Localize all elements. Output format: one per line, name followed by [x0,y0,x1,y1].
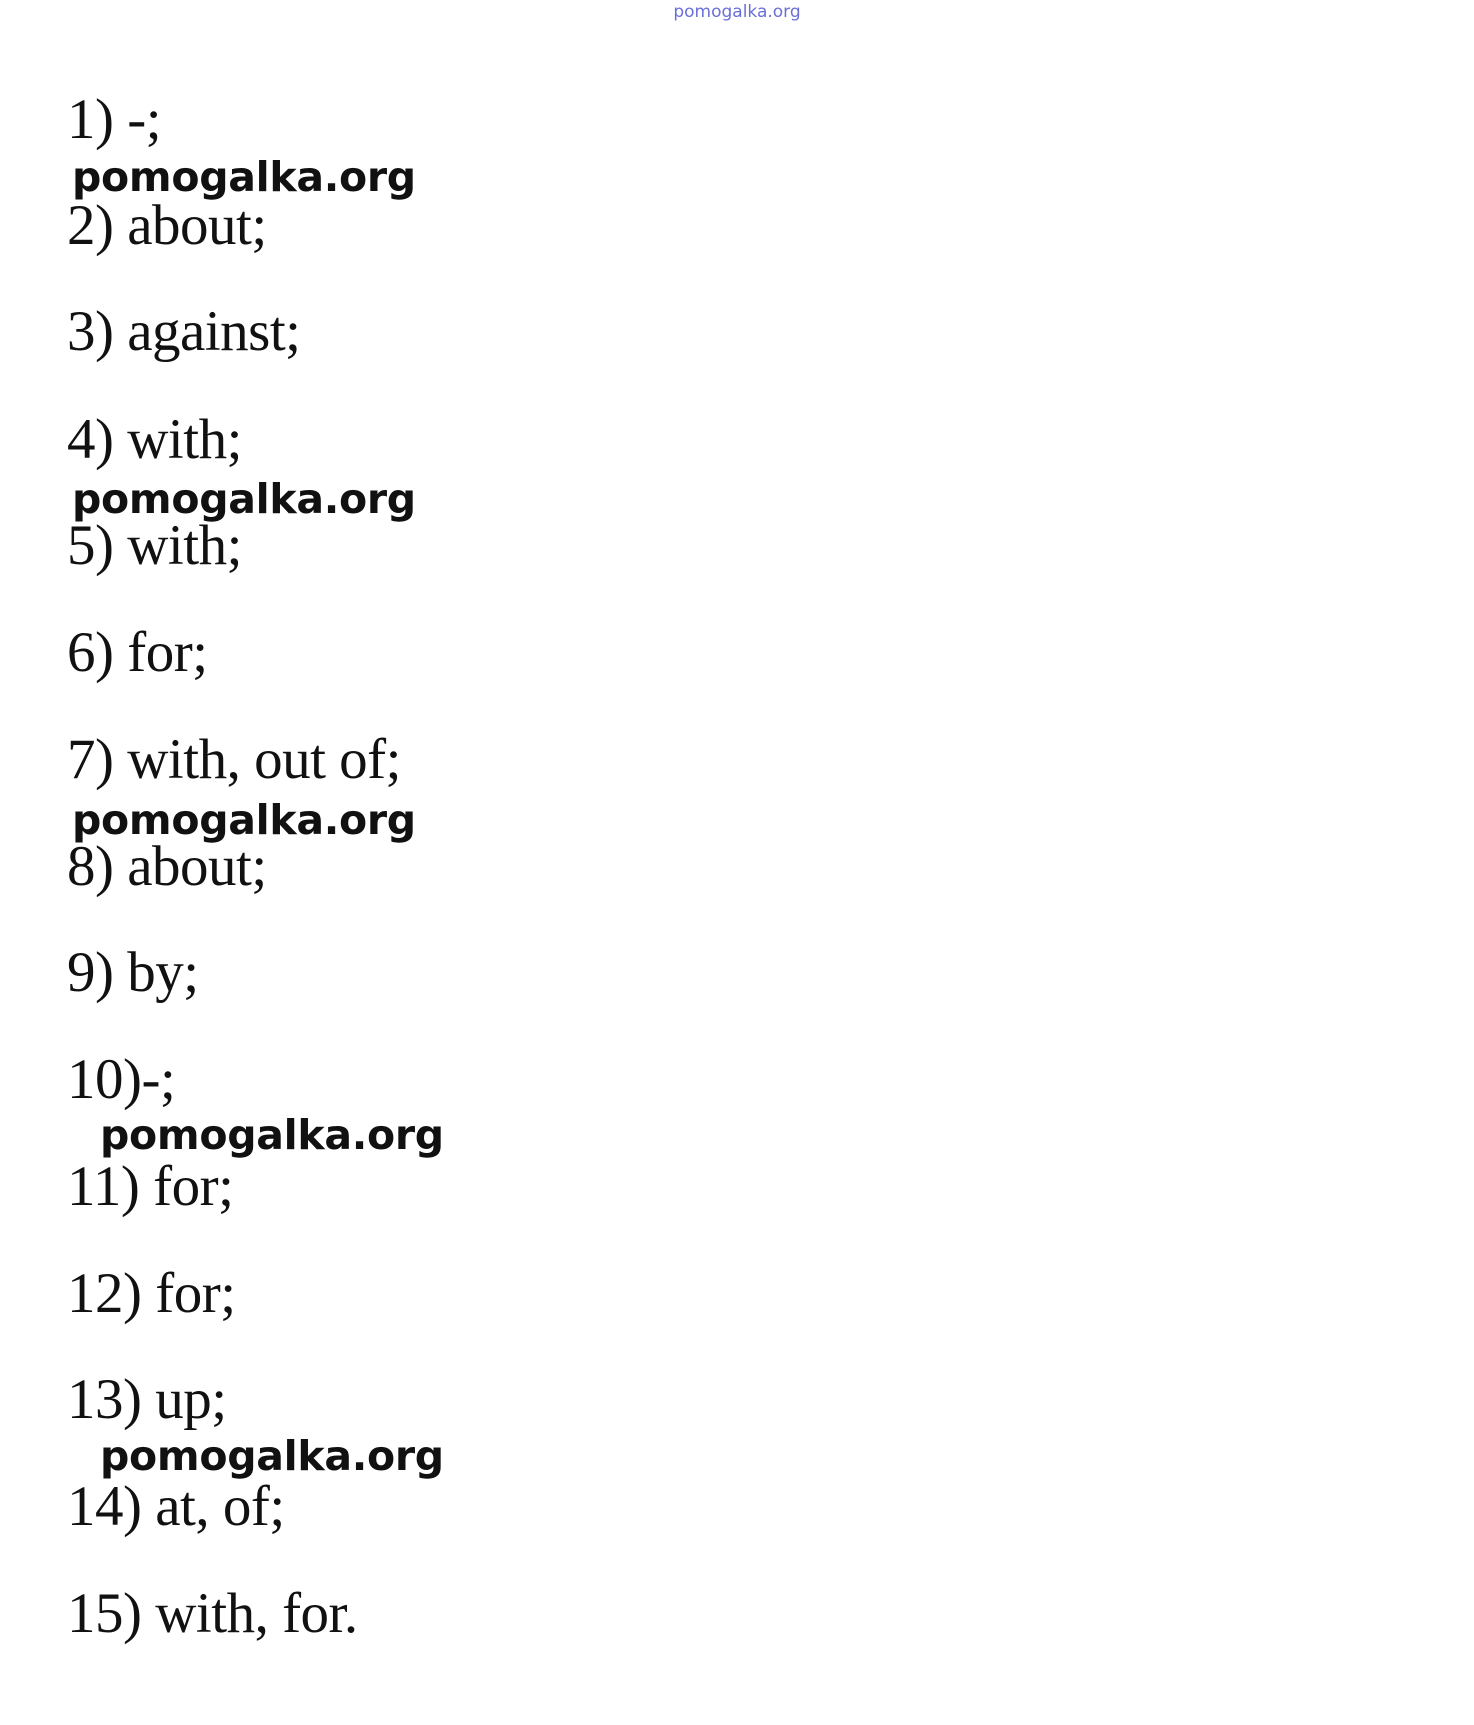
answer-11: 11) for; [67,1155,234,1218]
answer-2: 2) about; [67,194,267,257]
header-watermark: pomogalka.org [673,2,801,22]
answer-12: 12) for; [67,1262,236,1325]
answer-5: 5) with; [67,514,242,577]
watermark-2: pomogalka.org [72,475,416,523]
answer-1: 1) -; [67,88,162,151]
watermark-4: pomogalka.org [100,1111,444,1159]
answer-3: 3) against; [67,300,301,363]
answer-8: 8) about; [67,835,267,898]
answer-13: 13) up; [67,1368,227,1431]
watermark-5: pomogalka.org [100,1432,444,1480]
answer-14: 14) at, of; [67,1475,285,1538]
answer-15: 15) with, for. [67,1582,358,1645]
answer-7: 7) with, out of; [67,728,401,791]
answer-9: 9) by; [67,941,199,1004]
answer-6: 6) for; [67,621,208,684]
watermark-1: pomogalka.org [72,153,416,201]
watermark-3: pomogalka.org [72,796,416,844]
answer-10: 10)-; [67,1048,176,1111]
answer-4: 4) with; [67,408,242,471]
